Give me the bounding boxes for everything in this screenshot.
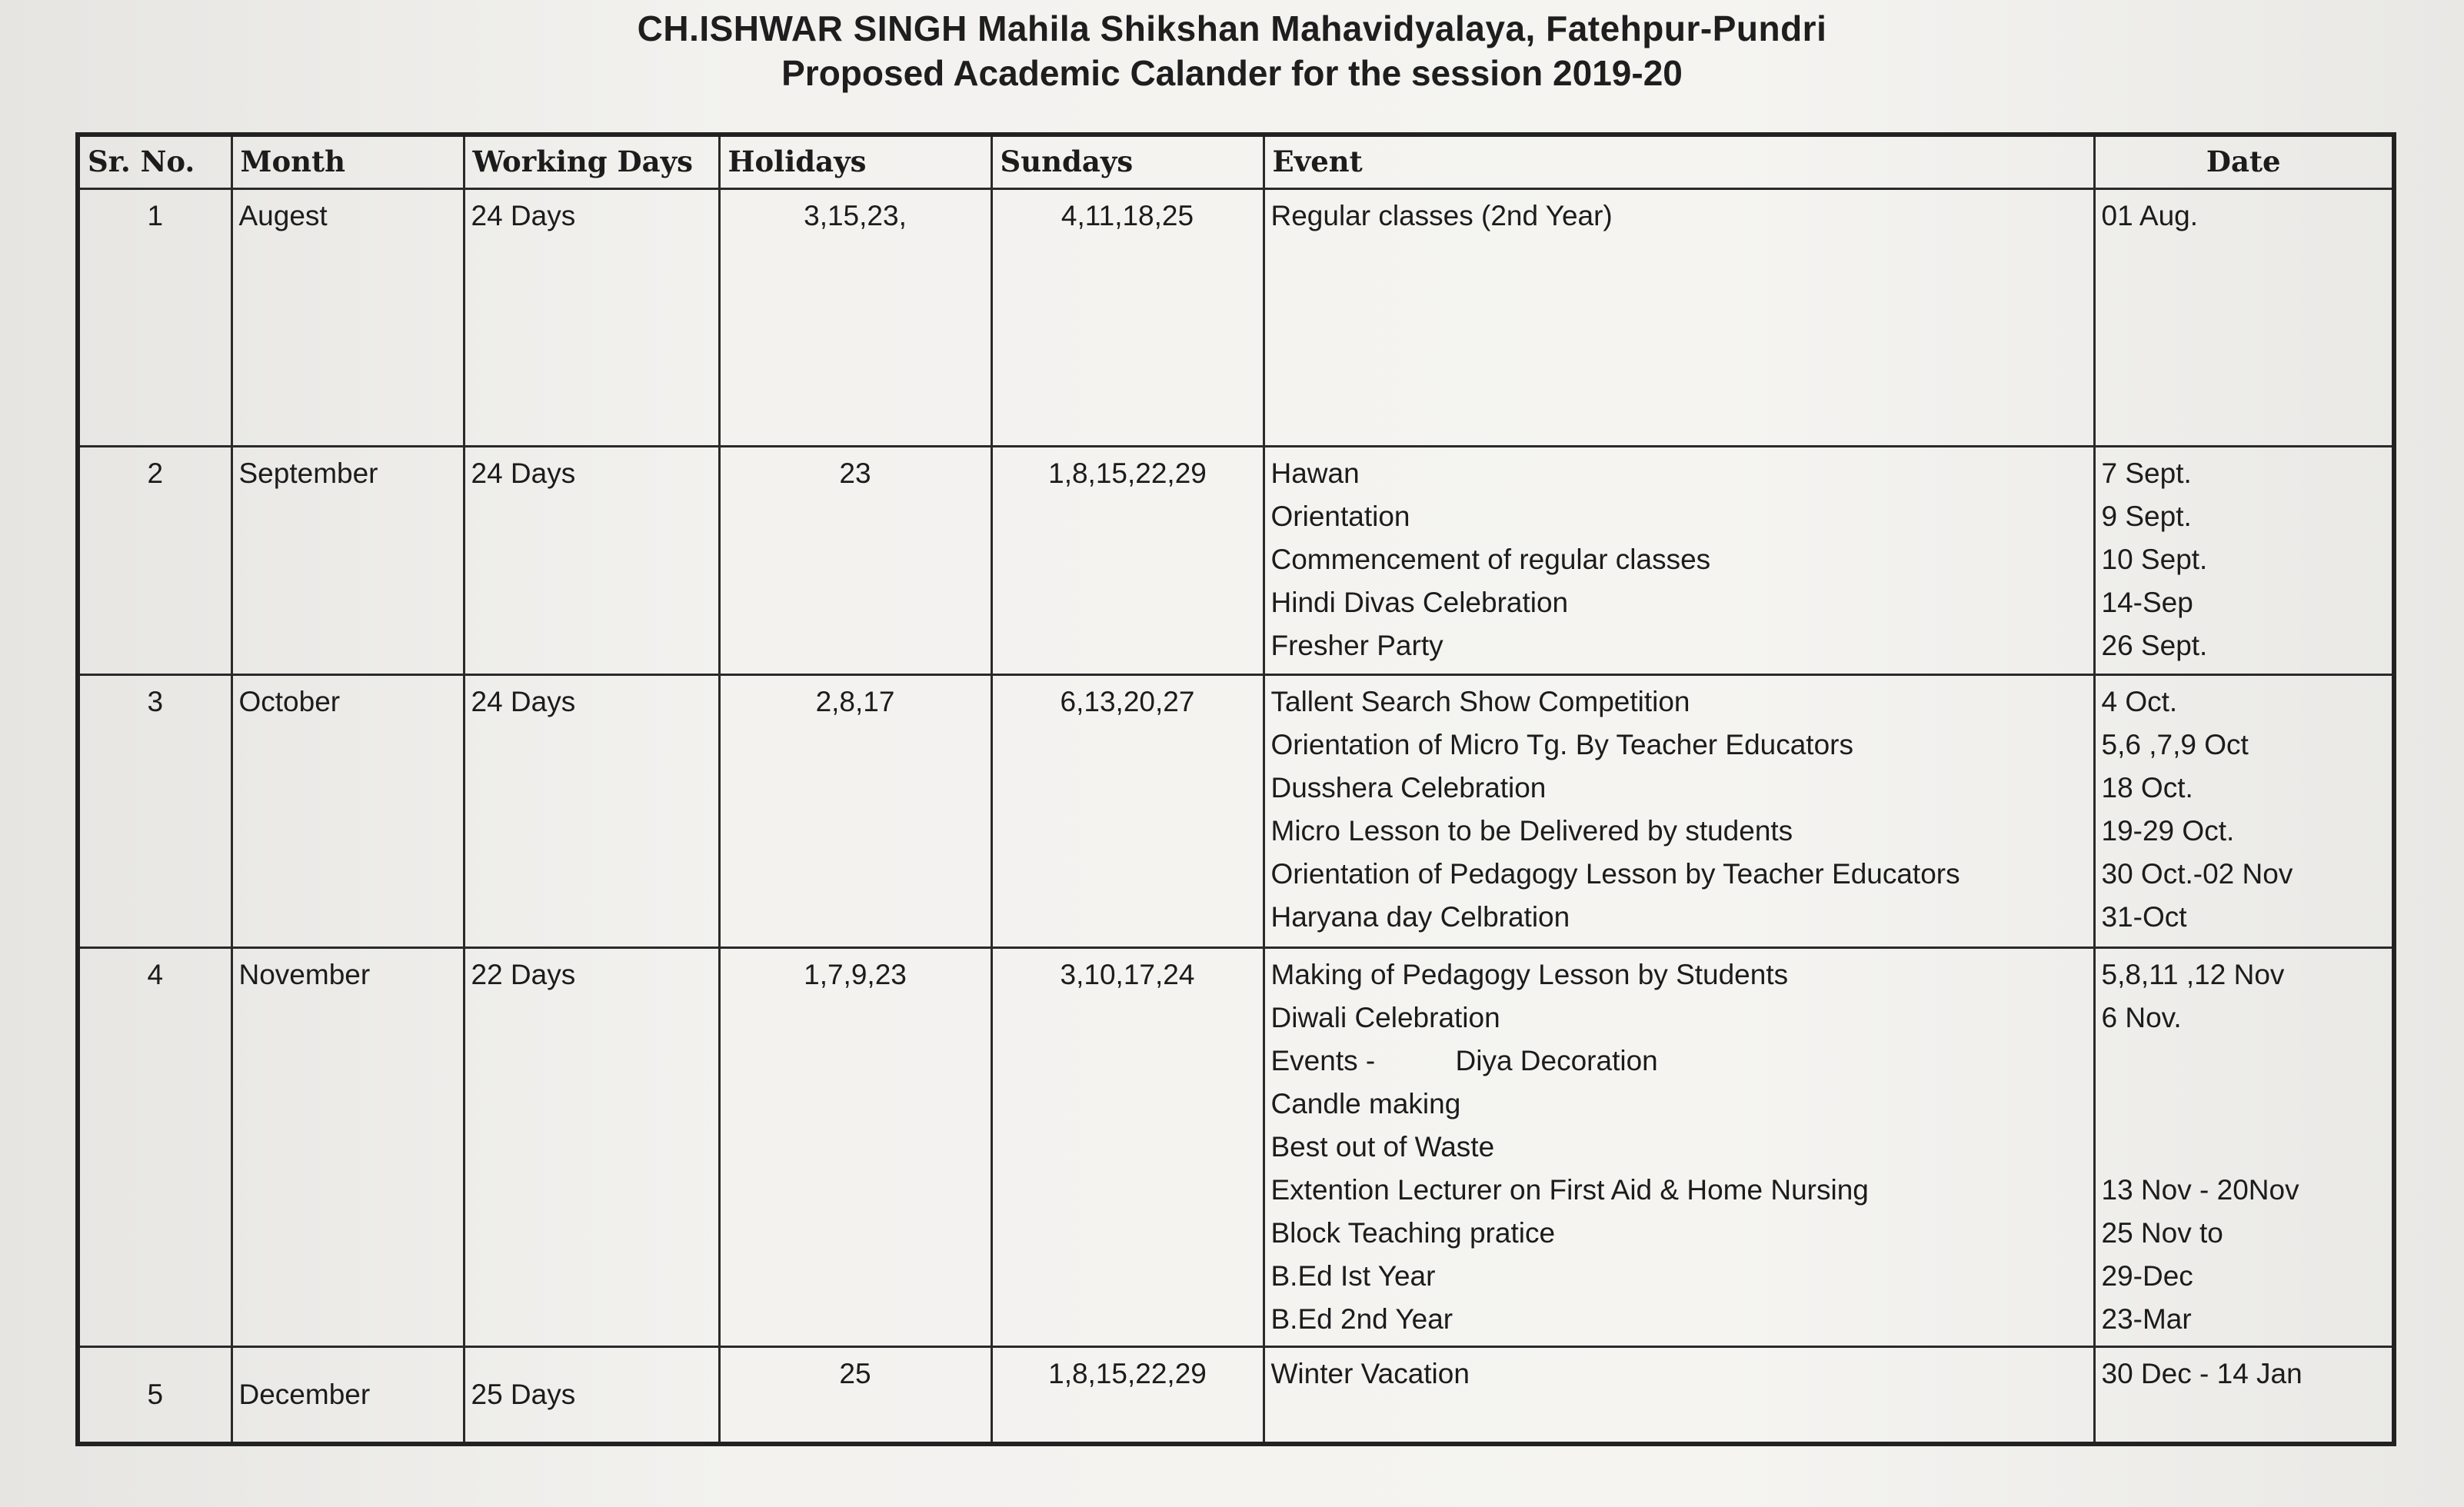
event-item: B.Ed 2nd Year [1270,1303,1453,1335]
table-header-row [78,135,2394,189]
date-item: 14-Sep [2101,587,2193,618]
events-cell [1264,189,2094,447]
table-row [78,447,2394,675]
event-item: Fresher Party [1270,630,1443,661]
events-cell [1264,1347,2094,1445]
month-cell: September [231,447,464,675]
holidays-cell: 25 [719,1347,991,1445]
dates-cell [2094,675,2394,948]
date-spacer [2102,1040,2386,1083]
col-header-holidays: Holidays [719,135,991,189]
month-cell: October [231,675,464,948]
sundays-cell: 1,8,15,22,29 [991,1347,1264,1445]
date-item: 30 Dec - 14 Jan [2101,1358,2303,1389]
event-item: Orientation of Pedagogy Lesson by Teacher Educators [1270,858,1960,890]
event-item: Block Teaching pratice [1270,1217,1556,1249]
working-days-cell: 22 Days [464,948,719,1347]
working-days-cell: 25 Days [464,1347,719,1445]
event-item: Best out of Waste [1270,1131,1495,1163]
date-item: 6 Nov. [2101,1002,2182,1033]
event-item: Orientation of Micro Tg. By Teacher Educators [1270,729,1853,760]
table-row [78,948,2394,1347]
calendar-subtitle: Proposed Academic Calander for the session 2019-20 [781,53,1683,93]
college-name-title: CH.ISHWAR SINGH Mahila Shikshan Mahavidyalaya, Fatehpur-Pundri [637,8,1827,48]
sr-cell: 4 [78,948,231,1347]
col-header-date: Date [2094,135,2394,189]
date-item: 10 Sept. [2101,544,2208,575]
date-item: 5,8,11 ,12 Nov [2101,959,2285,990]
holidays-cell: 2,8,17 [719,675,991,948]
event-item: Winter Vacation [1270,1358,1470,1389]
working-days-cell: 24 Days [464,189,719,447]
dates-cell [2094,1347,2394,1445]
date-item: 19-29 Oct. [2101,815,2235,847]
date-item: 29-Dec [2101,1260,2193,1292]
date-item: 30 Oct.-02 Nov [2101,858,2293,890]
events-cell [1264,948,2094,1347]
date-item: 23-Mar [2101,1303,2192,1335]
sundays-cell: 3,10,17,24 [991,948,1264,1347]
month-cell: Augest [231,189,464,447]
dates-cell [2094,447,2394,675]
col-header-sundays: Sundays [991,135,1264,189]
date-item: 4 Oct. [2101,686,2178,717]
date-item: 25 Nov to [2101,1217,2223,1249]
col-header-month: Month [231,135,464,189]
event-item: Diwali Celebration [1270,1002,1500,1033]
working-days-cell: 24 Days [464,447,719,675]
holidays-cell: 23 [719,447,991,675]
month-cell: December [231,1347,464,1445]
event-item: Making of Pedagogy Lesson by Students [1270,959,1789,990]
col-header-event: Event [1264,135,2094,189]
events-prefix: Events - [1270,1045,1376,1076]
events-cell [1264,447,2094,675]
sr-cell: 5 [78,1347,231,1445]
table-row [78,189,2394,447]
event-item: Tallent Search Show Competition [1270,686,1690,717]
academic-calendar-table [75,132,2396,1446]
holidays-cell: 1,7,9,23 [719,948,991,1347]
date-item: 9 Sept. [2101,501,2192,532]
event-item: Dusshera Celebration [1270,772,1547,803]
events-cell [1264,675,2094,948]
event-item: Haryana day Celbration [1270,901,1570,933]
working-days-cell: 24 Days [464,675,719,948]
date-spacer [2102,1083,2386,1126]
table-row [78,675,2394,948]
date-item: 7 Sept. [2101,457,2192,489]
dates-cell [2094,948,2394,1347]
sr-cell: 2 [78,447,231,675]
event-item: Regular classes (2nd Year) [1270,200,1613,231]
event-item: Micro Lesson to be Delivered by students [1270,815,1793,847]
event-item: Diya Decoration [1455,1045,1658,1076]
sundays-cell: 1,8,15,22,29 [991,447,1264,675]
dates-cell [2094,189,2394,447]
sr-cell: 1 [78,189,231,447]
event-item: Orientation [1270,501,1410,532]
col-header-sr: Sr. No. [78,135,231,189]
sundays-cell: 4,11,18,25 [991,189,1264,447]
event-item: Hawan [1270,457,1360,489]
event-item-with-prefix [1271,1040,2087,1083]
event-item: Extention Lecturer on First Aid & Home Nursing [1270,1174,1869,1206]
month-cell: November [231,948,464,1347]
date-item: 5,6 ,7,9 Oct [2101,729,2249,760]
date-item: 01 Aug. [2101,200,2199,231]
event-item: Hindi Divas Celebration [1270,587,1569,618]
event-item: Commencement of regular classes [1270,544,1711,575]
date-spacer [2102,1126,2386,1169]
event-item: Candle making [1270,1088,1461,1119]
date-item: 31-Oct [2101,901,2187,933]
date-item: 26 Sept. [2101,630,2208,661]
event-item: B.Ed Ist Year [1270,1260,1436,1292]
col-header-working-days: Working Days [464,135,719,189]
sundays-cell: 6,13,20,27 [991,675,1264,948]
sr-cell: 3 [78,675,231,948]
holidays-cell: 3,15,23, [719,189,991,447]
date-item: 18 Oct. [2101,772,2193,803]
table-row [78,1347,2394,1445]
date-item: 13 Nov - 20Nov [2101,1174,2299,1206]
